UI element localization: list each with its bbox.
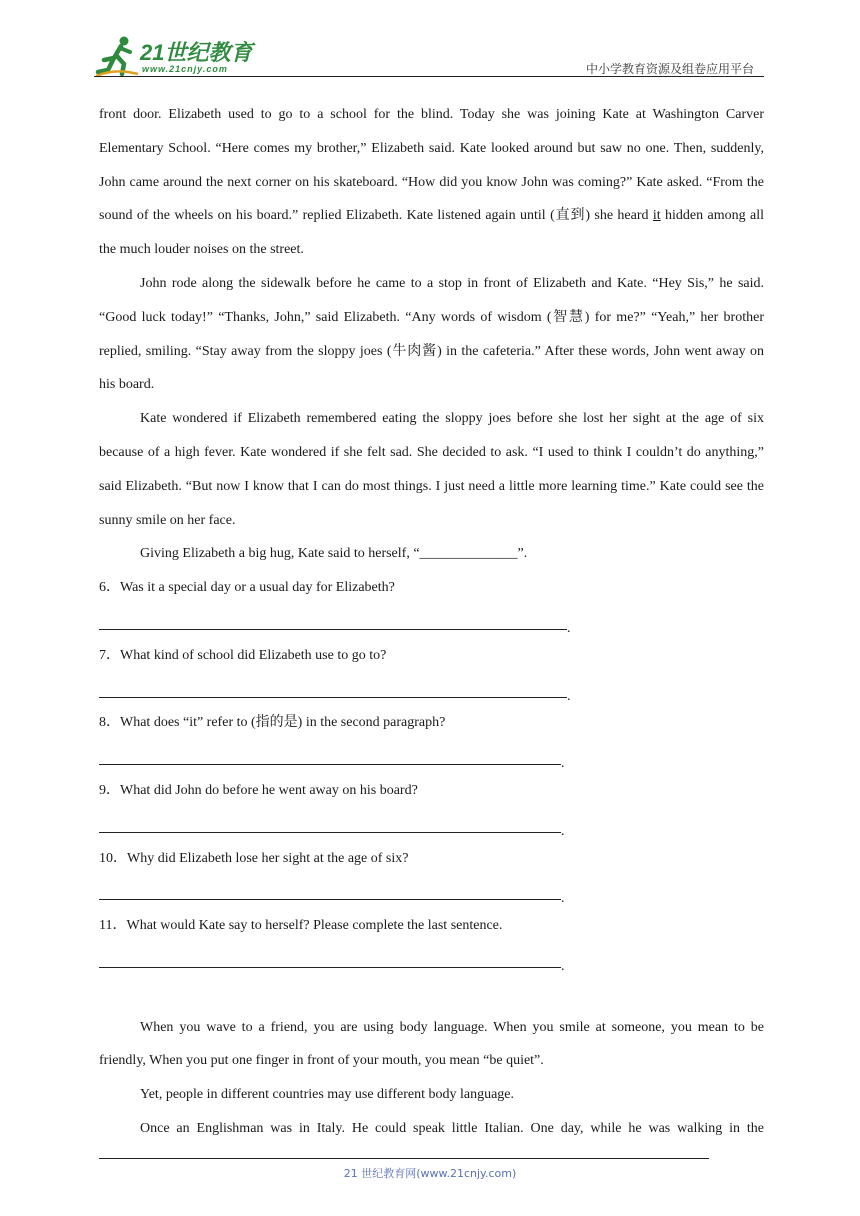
question-10: 10．Why did Elizabeth lose her sight at the age of six? (99, 850, 409, 866)
passage2-paragraph-1: When you wave to a friend, you are using body language. When you smile at someone, you mean to be friendly, When you put one finger in front of your mouth, you mean “be quiet”. (99, 1019, 764, 1069)
passage-paragraph-2: John rode along the sidewalk before he came to a stop in front of Elizabeth and Kate. “Hey Sis,” he said. “Good luck today!” “Thanks, John,” said Elizabeth. “Any words of wisdom (智慧) for me?” “Yeah,” her brother replied, smiling. “Stay away from the sloppy joes (牛肉酱) in the cafeteria.” After these words, John went away on his board. (99, 275, 764, 393)
question-6: 6．Was it a special day or a usual day for Elizabeth? (99, 580, 395, 596)
document-body (99, 98, 764, 1146)
answer-line-8[interactable]: . (99, 740, 764, 774)
passage-paragraph-3: Kate wondered if Elizabeth remembered eating the sloppy joes before she lost her sight at the age of six because of a high fever. Kate wondered if she felt sad. She decided to ask. “I used to think I couldn’t do anything,” said Elizabeth. “But now I know that I can do most things. I just need a little more learning time.” Kate could see the sunny smile on her face. (99, 411, 764, 528)
answer-line-10[interactable]: . (99, 875, 764, 909)
footer-divider (99, 1158, 709, 1159)
logo-text: 21世纪教育 (140, 40, 253, 65)
page-header (94, 30, 764, 80)
passage2-paragraph-2: Yet, people in different countries may use different body language. (140, 1087, 515, 1103)
question-7: 7．What kind of school did Elizabeth use to go to? (99, 647, 387, 663)
question-8: 8．What does “it” refer to (指的是) in the second paragraph? (99, 715, 446, 731)
answer-line-6[interactable]: . (99, 605, 764, 639)
header-platform-name: 中小学教育资源及组卷应用平台 (585, 62, 754, 76)
logo-url: www.21cnjy.com (142, 64, 228, 74)
runner-icon (94, 34, 140, 78)
site-logo (94, 34, 264, 78)
question-9: 9．What did John do before he went away on his board? (99, 782, 418, 798)
answer-line-9[interactable]: . (99, 808, 764, 842)
question-11: 11．What would Kate say to herself? Please complete the last sentence. (99, 918, 503, 934)
page-footer: 21 世纪教育网(www.21cnjy.com) (343, 1167, 517, 1180)
underlined-it: it (652, 208, 661, 224)
passage-paragraph-1: front door. Elizabeth used to go to a school for the blind. Today she was joining Kate at Washington Carver Elementary School. “Here comes my brother,” Elizabeth said. Kate looked around but saw no one. Then, suddenly, John came around the next corner on his skateboard. “How did you know John was coming?” Kate asked. “From the sound of the wheels on his board.” replied Elizabeth. Kate listened again until (直到) she heard it hidden among all the much louder noises on the street. (99, 107, 764, 258)
answer-line-7[interactable]: . (99, 673, 764, 707)
header-divider (94, 76, 764, 77)
passage2-paragraph-3: Once an Englishman was in Italy. He could speak little Italian. One day, while he was walking in the (140, 1120, 764, 1136)
section-gap (99, 977, 764, 1011)
answer-line-11[interactable]: . (99, 943, 764, 977)
passage-paragraph-4: Giving Elizabeth a big hug, Kate said to herself, “______________”. (140, 546, 528, 562)
